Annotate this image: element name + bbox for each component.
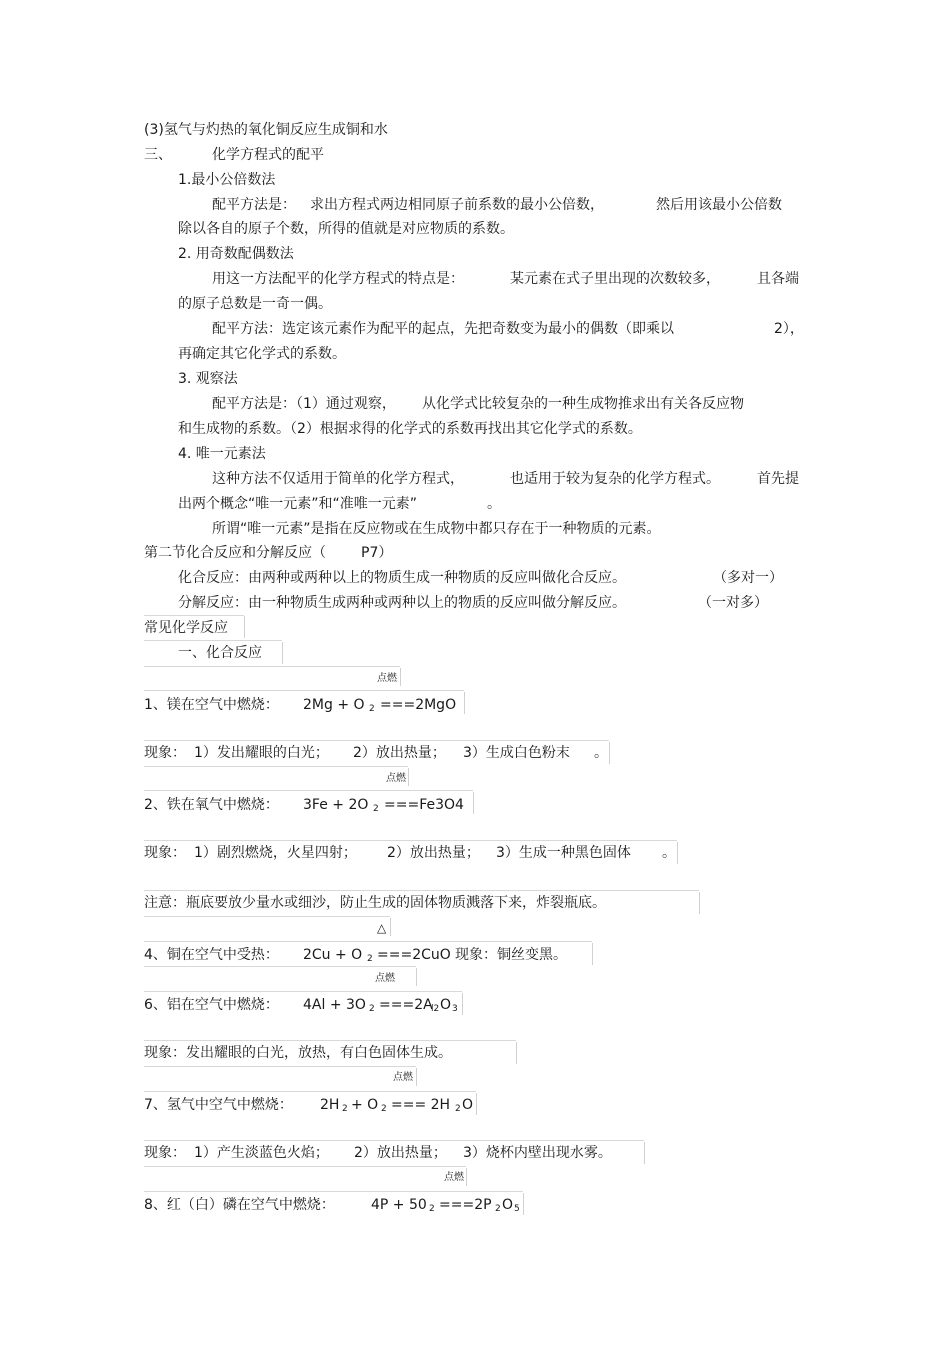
method-1-text: 求出方程式两边相同原子前系数的最小公倍数， [310, 197, 604, 213]
method-4-text: 首先提 [757, 471, 799, 487]
cell-border [144, 790, 473, 791]
decomposition-definition: 分解反应：由一种物质生成两种或两种以上的物质的反应叫做分解反应。 [178, 595, 626, 611]
ignite-condition: 点燃 [375, 973, 395, 984]
reaction-1-phenomenon: 2）放出热量； [353, 745, 446, 761]
method-2-text: 某元素在式子里出现的次数较多， [510, 271, 720, 287]
reaction-7-phenomenon: 3）烧杯内壁出现水雾。 [463, 1145, 612, 1161]
cell-border [466, 1168, 467, 1186]
subscript: 2 [381, 1104, 387, 1114]
cell-border [282, 642, 283, 664]
subscript: 2 [373, 804, 379, 814]
reaction-4-label: 4、铜在空气中受热： [144, 947, 279, 963]
cell-border [144, 640, 282, 641]
cell-border [144, 1091, 476, 1092]
method-2-text: 再确定其它化学式的系数。 [178, 346, 346, 362]
reaction-8-equation: O [502, 1197, 514, 1213]
cell-border [462, 993, 463, 1015]
cell-border [144, 1040, 516, 1041]
cell-border [144, 966, 416, 967]
cell-border [144, 991, 462, 992]
reaction-6-equation: O [440, 997, 452, 1013]
subscript: 2 [495, 1204, 501, 1214]
reaction-7-equation: 2H [320, 1097, 340, 1113]
reaction-2-phenomenon: 。 [662, 845, 676, 861]
cell-border [609, 742, 610, 764]
reaction-2-equation: ===Fe3O4 [384, 797, 464, 813]
combination-note: （多对一） [713, 570, 783, 586]
reaction-8-equation: ===2P [439, 1197, 492, 1213]
ignite-condition: 点燃 [386, 773, 406, 784]
cell-border [144, 941, 592, 942]
combination-subheading: 一、化合反应 [178, 645, 262, 661]
subscript: 5 [514, 1204, 520, 1214]
cell-border [476, 1093, 477, 1115]
reaction-1-phenomenon: 3）生成白色粉末 [463, 745, 570, 761]
cell-border [144, 916, 390, 917]
method-1-title: 1.最小公倍数法 [178, 172, 276, 188]
ignite-condition: 点燃 [377, 673, 397, 684]
intro-line: (3)氢气与灼热的氧化铜反应生成铜和水 [144, 122, 388, 138]
method-4-text: 。 [487, 496, 501, 512]
method-3-text: 和生成物的系数。（2）根据求得的化学式的系数再找出其它化学式的系数。 [178, 421, 642, 437]
reaction-7-phenomenon: 现象： [144, 1145, 186, 1161]
subscript: 2 [429, 1204, 435, 1214]
method-2-text: 的原子总数是一奇一偶。 [178, 296, 332, 312]
reaction-8-equation: 4P + 50 [371, 1197, 427, 1213]
reaction-1-equation: ===2MgO [380, 697, 457, 713]
ignite-condition: 点燃 [444, 1172, 464, 1183]
method-1-text: 除以各自的原子个数，所得的值就是对应物质的系数。 [178, 221, 514, 237]
reaction-8-label: 8、红（白）磷在空气中燃烧： [144, 1197, 335, 1213]
cell-border [523, 1193, 524, 1215]
reaction-1-phenomenon: 现象： [144, 745, 186, 761]
reaction-6-equation: 4Al + 3O [303, 997, 366, 1013]
cell-border [473, 792, 474, 814]
method-4-text: 这种方法不仅适用于简单的化学方程式， [212, 471, 464, 487]
reaction-7-phenomenon: 2）放出热量； [354, 1145, 447, 1161]
method-2-title: 2. 用奇数配偶数法 [178, 246, 294, 262]
cell-border [592, 943, 593, 965]
reaction-4-equation: 2Cu + O [303, 947, 363, 963]
cell-border [390, 918, 391, 936]
reaction-2-note: 注意：瓶底要放少量水或细沙，防止生成的固体物质溅落下来，炸裂瓶底。 [144, 895, 606, 911]
chapter-heading-page: P7） [361, 545, 393, 561]
cell-border [677, 842, 678, 864]
reaction-6-phenomenon: 现象：发出耀眼的白光，放热，有白色固体生成。 [144, 1045, 452, 1061]
method-4-text: 也适用于较为复杂的化学方程式。 [510, 471, 720, 487]
reaction-7-equation: + O [351, 1097, 379, 1113]
cell-border [144, 615, 244, 616]
method-2-text: 2）， [774, 321, 804, 337]
reaction-1-phenomenon: 。 [594, 745, 608, 761]
combination-definition: 化合反应：由两种或两种以上的物质生成一种物质的反应叫做化合反应。 [178, 570, 626, 586]
method-3-text: 配平方法是：（1）通过观察， [212, 396, 396, 412]
cell-border [144, 1140, 644, 1141]
decomposition-note: （一对多） [698, 595, 768, 611]
cell-border [144, 766, 408, 767]
cell-border [144, 740, 609, 741]
cell-border [244, 616, 245, 638]
reaction-2-phenomenon: 1）剧烈燃烧，火星四射； [194, 845, 357, 861]
reaction-4-equation: ===2CuO [377, 947, 451, 963]
method-4-text: 出两个概念“唯一元素”和“准唯一元素” [178, 496, 418, 512]
cell-border [408, 768, 409, 786]
reaction-4-phenomenon: 现象：铜丝变黑。 [455, 947, 567, 963]
cell-border [144, 666, 400, 667]
cell-border [644, 1142, 645, 1164]
cell-border [144, 1191, 523, 1192]
subscript: 2 [342, 1104, 348, 1114]
cell-border [144, 690, 464, 691]
reaction-2-phenomenon: 现象： [144, 845, 186, 861]
cell-border [144, 890, 699, 891]
reaction-7-equation: === 2H [391, 1097, 451, 1113]
heat-condition: △ [377, 921, 387, 935]
subscript: 2 [455, 1104, 461, 1114]
section-title: 化学方程式的配平 [212, 147, 324, 163]
reaction-7-equation: O [462, 1097, 474, 1113]
subscript: 3 [452, 1004, 458, 1014]
method-1-text: 配平方法是： [212, 197, 296, 213]
chapter-heading: 第二节化合反应和分解反应（ [144, 545, 326, 561]
reaction-2-phenomenon: 3）生成一种黑色固体 [496, 845, 631, 861]
reaction-7-phenomenon: 1）产生淡蓝色火焰； [194, 1145, 329, 1161]
cell-border [416, 968, 417, 986]
cell-border [699, 892, 700, 914]
cell-border [464, 692, 465, 714]
method-4-title: 4. 唯一元素法 [178, 446, 266, 462]
subscript: 2 [367, 954, 373, 964]
reaction-2-label: 2、铁在氧气中燃烧： [144, 797, 279, 813]
reaction-2-equation: 3Fe + 2O [303, 797, 369, 813]
method-1-text: 然后用该最小公倍数 [656, 197, 782, 213]
common-reactions-title: 常见化学反应 [144, 620, 228, 636]
reaction-2-phenomenon: 2）放出热量； [387, 845, 480, 861]
subscript: 2 [369, 704, 375, 714]
reaction-1-equation: 2Mg + O [303, 697, 365, 713]
subscript: 2 [369, 1004, 375, 1014]
subscript: l2 [431, 1004, 440, 1014]
cell-border [400, 668, 401, 686]
cell-border [144, 840, 677, 841]
reaction-7-label: 7、氢气中空气中燃烧： [144, 1097, 293, 1113]
cell-border [516, 1042, 517, 1064]
section-number: 三、 [144, 147, 172, 163]
cell-border [144, 1066, 416, 1067]
reaction-6-equation: ===2A [379, 997, 433, 1013]
method-3-title: 3. 观察法 [178, 371, 238, 387]
method-2-text: 且各端 [757, 271, 799, 287]
ignite-condition: 点燃 [393, 1072, 413, 1083]
method-2-text: 配平方法：选定该元素作为配平的起点，先把奇数变为最小的偶数（即乘以 [212, 321, 674, 337]
reaction-6-label: 6、铝在空气中燃烧： [144, 997, 279, 1013]
cell-border [416, 1068, 417, 1086]
method-2-text: 用这一方法配平的化学方程式的特点是： [212, 271, 464, 287]
reaction-1-label: 1、镁在空气中燃烧： [144, 697, 279, 713]
cell-border [144, 1166, 466, 1167]
method-3-text: 从化学式比较复杂的一种生成物推求出有关各反应物 [422, 396, 744, 412]
reaction-1-phenomenon: 1）发出耀眼的白光； [194, 745, 329, 761]
method-4-text: 所谓“唯一元素”是指在反应物或在生成物中都只存在于一种物质的元素。 [212, 521, 661, 537]
